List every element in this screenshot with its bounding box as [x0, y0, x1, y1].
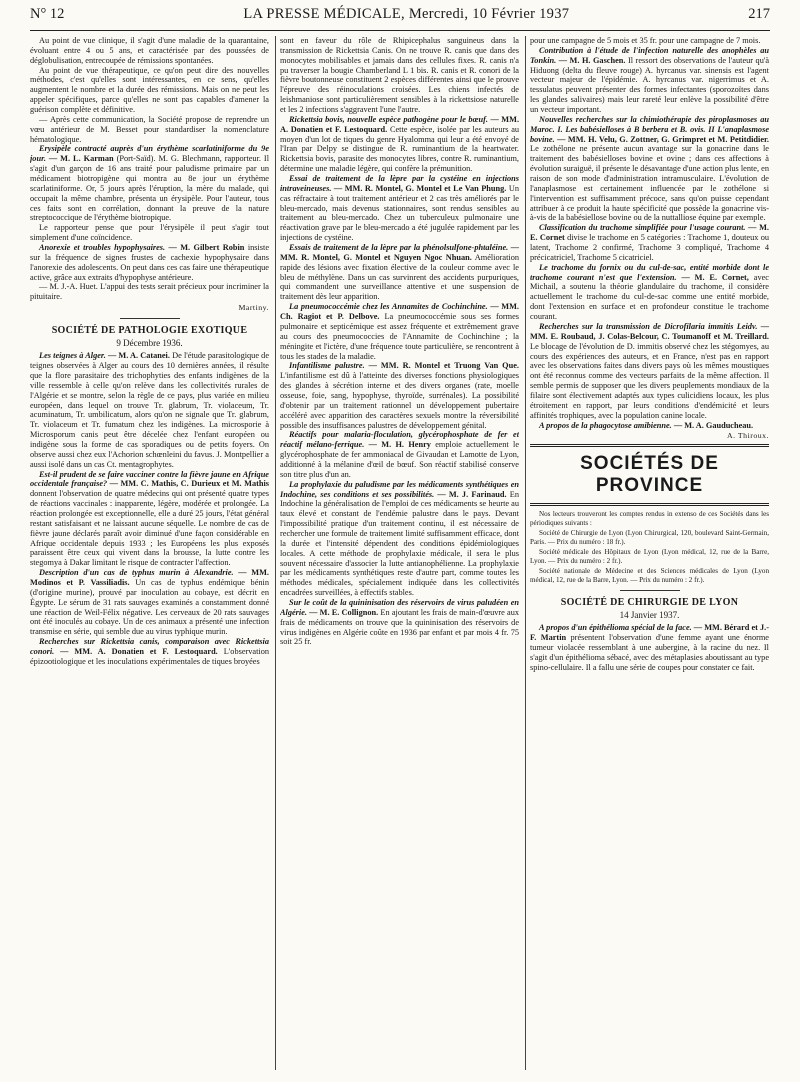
- section-rule: [530, 503, 769, 506]
- article-body: donnent l'observation de quatre médecins qui ont présenté quatre types de réactions vaccinales : inapparente, légère, modérée et prolongée. La réaction prolongée est exceptionnelle, elle a duré 25 jours, l'état général restant satisfaisant et ne laissant aucune séquelle. Le nombre de cas de fièvre jaune déclarés paraît avoir diminué d'une façon considérable en Afrique occidentale depuis 1933 ; les Européens les plus exposés paraissent être ceux qui vivent dans la brousse, la lutte contre les stegomya à Dakar limitant le risque de contracter l'affection.: [30, 489, 269, 568]
- article-body: insiste sur la fréquence de signes frustes de cachexie hypophysaire dans l'anorexie des adolescents. On peut dans ces cas faire une thérapeutique active, grâce aux extraits d'hypophyse antérieure.: [30, 243, 269, 282]
- article: [30, 470, 269, 569]
- article-title: Essai de traitement de la lèpre par la cystéine en injections intraveineuses.: [280, 174, 519, 193]
- article-title: A propos de la phagocytose amibienne.: [539, 420, 672, 430]
- article: [280, 115, 519, 174]
- article-title: Sur le coût de la quininisation des réservoirs de virus paludéen en Algérie.: [280, 597, 519, 617]
- paragraph: — Après cette communication, la Société propose de reprendre un vœu antérieur de M. Besset pour standardiser la nomenclature hématologique.: [30, 114, 269, 144]
- article-body: divise le trachome en 5 catégories : Trachome 1, douteux ou latent, Trachome 2 confirmé, Trachome 3 compliqué, Trachome 4 précicatriciel, Trachome 5 cicatriciel.: [530, 233, 769, 262]
- article: [530, 115, 769, 223]
- article-title: Erysipèle contracté auprès d'un érythème scarlatiniforme du 9e jour.: [30, 144, 269, 164]
- column-3: [530, 36, 769, 1076]
- article: [530, 223, 769, 262]
- article-author: — MM. Modinos et P. Vassiliadis.: [30, 568, 269, 587]
- notice-item: Société de Chirurgie de Lyon (Lyon Chirurgical, 120, boulevard Saint-Germain, Paris. — Prix du numéro : 18 fr.).: [530, 529, 769, 546]
- signature: Martiny.: [238, 303, 269, 313]
- section-banner: SOCIÉTÉS DE PROVINCE: [580, 453, 719, 497]
- session-date: 14 Janvier 1937.: [619, 610, 680, 621]
- article: [530, 623, 769, 672]
- article: [30, 637, 269, 667]
- issue-number: N° 12: [30, 6, 65, 22]
- article-author: — MM. Ch. Ragiot et P. Delbove.: [280, 302, 519, 322]
- article-body: L'observation épizootiologique et les inoculations expérimentales de tiques broyées: [30, 646, 269, 666]
- article-title: Rickettsia bovis, nouvelle espèce pathogène pour le bœuf.: [289, 114, 488, 124]
- article: [280, 598, 519, 647]
- article-body: avec Michail, a soutenu la théorie glandulaire du trachome, il considère actuellement le trachome du cul-de-sac comme une entité morbide, dont l'extension en surface et en profondeur constitue le trachome courant.: [530, 272, 769, 322]
- article-title: La pneumococcémie chez les Annamites de Cochinchine.: [289, 302, 488, 312]
- article-title: Contribution à l'étude de l'infection naturelle des anophèles au Tonkin.: [530, 45, 769, 65]
- article-author: — MM. A. Donatien et F. Lestoquard.: [60, 646, 218, 656]
- notice-item: Société médicale des Hôpitaux de Lyon (Lyon médical, 12, rue de la Barre, Lyon. — Prix du numéro : 2 fr.).: [530, 548, 769, 565]
- article: [280, 480, 519, 598]
- article-author: — MM. H. Velu, G. Zottner, G. Grimpret et M. Petitdidier.: [557, 134, 769, 144]
- article: [280, 361, 519, 430]
- journal-title: LA PRESSE MÉDICALE, Mercredi, 10 Février 1937: [243, 6, 570, 22]
- article-title: Nouvelles recherches sur la chimiothérapie des piroplasmoses au Maroc. I. Les babésielloses à B berbera et B. ovis. II L'anaplasmose bovine.: [530, 114, 769, 144]
- notice-item: Société nationale de Médecine et des Sciences médicales de Lyon (Lyon médical, 12, rue de la Barre, Lyon. — Prix du numéro : 2 fr.).: [530, 567, 769, 584]
- column-2: [280, 36, 519, 1076]
- article: [30, 351, 269, 469]
- article-author: — M. A. Catanei.: [107, 351, 170, 361]
- column-divider: [525, 36, 526, 1070]
- paragraph: pour une campagne de 5 mois et 35 fr. pour une campagne de 7 mois.: [530, 36, 761, 45]
- article-author: — M. J. Farinaud.: [437, 489, 507, 499]
- divider: [620, 590, 680, 591]
- article: [280, 302, 519, 361]
- article-author: — M. H. Henry: [368, 440, 431, 450]
- article-author: — M. Gilbert Robin: [168, 243, 245, 253]
- article: [530, 421, 769, 431]
- article-author: — M. E. Collignon.: [309, 607, 379, 617]
- article-title: Anorexie et troubles hypophysaires.: [39, 243, 166, 253]
- article: [280, 430, 519, 479]
- article: [30, 568, 269, 637]
- article-author: — MM. R. Montel, G. Montel et Nguyen Ngoc Nhuan.: [280, 243, 519, 262]
- section-heading: SOCIÉTÉ DE PATHOLOGIE EXOTIQUE: [51, 325, 248, 337]
- article-author: — M. A. Gauducheau.: [673, 420, 754, 430]
- column-1: [30, 36, 269, 1076]
- article-author: — M. H. Gaschen.: [558, 55, 626, 65]
- article: [280, 174, 519, 243]
- article-author: — MM. R. Montel et Truong Van Que.: [368, 361, 519, 371]
- article-title: A propos d'un épithélioma spécial de la face.: [539, 623, 692, 633]
- article: [30, 243, 269, 282]
- paragraph: Au point de vue thérapeutique, ce qu'on peut dire des nouvelles méthodes, c'est qu'elles sont intéressantes, en ce sens, qu'elles augmentent le nombre et la durée des rémissions. Mais on ne peut les appeler spécifiques, parce qu'elles ne sont pas capables d'amener la guérison complète et définitive.: [30, 65, 269, 115]
- signature: A. Thiroux.: [727, 431, 769, 441]
- article-title: Réactifs pour malaria-floculation, glycérophosphate de fer et réactif mélano-ferrique.: [280, 430, 519, 450]
- session-date: 9 Décembre 1936.: [116, 338, 183, 349]
- article-author: — M. E. Cornet,: [681, 272, 749, 282]
- article-body: Il ressort des observations de l'auteur qu'à Hiduong (delta du fleuve rouge) A. hyrcanus var. sinensis est l'agent vecteur majeur de l'épidémie. A. hyrcanus var. nigerrimus et A. tessulatus peuvent présenter des formes infectantes (sporozoïtes dans les glandes salivaires) mais leur rareté leur enlève la possibilité d'être un vecteur important.: [530, 55, 769, 115]
- page-number: 217: [748, 6, 770, 22]
- article-title: Classification du trachome simplifiée pour l'usage courant.: [539, 223, 746, 233]
- article-body: Un cas de typhus endémique bénin (d'origine murine), prouvé par inoculation au cobaye, est décrit en Égypte. Le sérum de 31 rats sauvages examinés a constamment donné une réaction de Weil-Félix négative. Les cerveaux de 20 rats sauvages ont été inoculés au cobaye. Un de ces animaux a présenté une infection transmise en série, qui semble due au virus typhique murin.: [30, 577, 269, 637]
- section-heading: SOCIÉTÉ DE CHIRURGIE DE LYON: [560, 597, 739, 609]
- section-rule: [530, 444, 769, 447]
- article-title: Est-il prudent de se faire vacciner contre la fièvre jaune en Afrique occidentale française?: [30, 469, 269, 489]
- article-body: De l'étude parasitologique de teignes observées à Alger au cours des 10 dernières années, il résulte que la flore parasitaire des trichophyties des enfants indigènes de la ville ressemble à celle qu'on relève dans les collectivités rurales de l'Algérie et se montre, selon la règle de ce pays, plus variée en milieu européen, dans lequel on trouve Tr. glabrum, Tr. violaceum, Tr. acuminatum, Tr. umbilicatum, alors qu'on ne signale que Tr. glabrum, Tr. violaceum et Tr. fumatum chez les indigènes. La microsporie à Microsporum canis peut être décelée chez l'enfant européen ou indigène sous la forme de cas sporadiques ou de petits foyers. On observe aussi chez eux l'Achorion schœnleini du favus. J. Montpellier a aussi isolé dans un cas Ct. mentagrophytes.: [30, 351, 269, 469]
- article: [530, 263, 769, 322]
- paragraph: Au point de vue clinique, il s'agit d'une maladie de la quarantaine, évoluant entre 4 ou 5 ans, et caractérisée par des poussées de déglobulisation, entrecoupée de rémissions spontanées.: [30, 36, 269, 65]
- article-title: Recherches sur la transmission de Dicrofilaria immitis Leidv.: [539, 321, 758, 331]
- article-title: Essais de traitement de la lèpre par la phénolsulfone-phtaléine.: [289, 243, 509, 253]
- article: [280, 243, 519, 302]
- article-author: — MM. Bérard et J.-F. Martin: [530, 623, 769, 643]
- article-title: Description d'un cas de typhus murin à Alexandrie.: [39, 568, 234, 578]
- paragraph: sont en faveur du rôle de Rhipicephalus sanguineus dans la transmission de Rickettsia Canis. On ne trouve R. canis que dans des monocytes mobilisables et jamais dans des cellules fixes. R. canis n'a pu traverser la bougie Chamberland L 1 bis. R. canis et R. conori de la fièvre boutonneuse constituent 2 espèces différentes ainsi que le prouve l'épreuve des réinoculations croisées. Les chiens infectés de leishmaniose sont particulièrement sensibles à la rickettsiose naturelle et les 2 infections s'aggravent l'une l'autre.: [280, 36, 519, 115]
- paragraph: — M. J.-A. Huet. L'appui des tests serait précieux pour incriminer la pituitaire.: [30, 282, 269, 302]
- article: [30, 144, 269, 223]
- article-body: Le blocage de l'évolution de D. immitis observé chez les stégomyes, au cours des expériences des auteurs, et en France, n'est pas en rapport avec les observations faites dans divers pays où les mêmes moustiques ont été reconnus comme des vecteurs parfaits de la même affection. Il semble permis de supposer que les divers peuplements mondiaux de la filaire sont électivement adaptés aux types culicidiens locaux, les plus étroitement en rapport, par leurs conditions d'endémicité et leurs affinités trophiques, avec la population canine locale.: [530, 341, 769, 420]
- article-author: — MM. C. Mathis, C. Durieux et M. Mathis: [109, 479, 269, 489]
- article-title: Les teignes à Alger.: [39, 351, 106, 361]
- article-body: Un cas réfractaire à tout traitement antérieur et 2 cas très améliorés par le bleu-mercado, mais devenus stationnaires, sont rendus sensibles au traitement au bleu-mercado. Chez un tuberculeux pulmonaire une réactivation grave par le bleu-mercado a été jugulée rapidement par les injections de cystéine.: [280, 183, 519, 243]
- column-divider: [275, 36, 276, 1070]
- paragraph: Le rapporteur pense que pour l'érysipèle il peut s'agir tout simplement d'une coïncidence.: [30, 223, 269, 243]
- article-body: L'infantilisme est dû à l'atteinte des diverses fonctions physiologiques des glandes à sécrétion interne et des divers organes (rate, moelle osseuse, foie, sang, hypophyse, thyroïde, surrénales). La possibilité d'obtenir par un traitement rationnel un développement pubertaire accéléré avec apparition des caractères sexuels montre la réversibilité possible des insuffisances palustres de développement génital.: [280, 371, 519, 430]
- article-title: La prophylaxie du paludisme par les médicaments synthétiques en Indochine, ses conditions et ses possibilités.: [280, 479, 519, 499]
- article-author: — M. E. Cornet: [530, 223, 769, 243]
- article-author: — MM. R. Montel, G. Montel et Le Van Phung.: [333, 183, 507, 193]
- divider: [120, 318, 180, 319]
- article-author: — M. L. Karman: [48, 154, 114, 164]
- article-body: Cette espèce, isolée par les auteurs au moyen d'un lot de tiques du genre Hyalomma qui leur a été envoyé de l'Iran par Delpy se distingue de R. ruminantium de la heartwater. Rickettsia bovis, parasite des monocytes libres, contre R. ruminantium, détermine une maladie légère, qui confère la prémunition.: [280, 124, 519, 174]
- article-title: Infantilisme palustre.: [289, 361, 365, 371]
- page-header: [30, 6, 770, 32]
- article-body: Le zothélone ne présente aucun avantage sur la gonacrine dans le traitement des babésielloses bovine et ovine ; dans ces affections à évolution suraiguë, il présente le désavantage d'une action plus lente, en raison de son mode d'administration intramusculaire. L'évolution de l'anaplasmose est certainement influencée par le zothélone si l'intervention est suffisamment précoce, sans qu'on puisse cependant attribuer à ce produit la haute spécificité que possède la gonacrine vis-à-vis de la babésiellose bovine ou de la nuttalliose équine par exemple.: [530, 144, 769, 223]
- article-body: En ajoutant les frais de main-d'œuvre aux frais de médicaments on trouve que la quininisation des réservoirs de virus indigènes en Algérie coûte en 1936 par enfant et par mois 4 fr. 75 soit 25 fr.: [280, 607, 519, 647]
- notice-intro: Nos lecteurs trouveront les comptes rendus in extenso de ces Sociétés dans les périodiques suivants :: [530, 510, 769, 527]
- article-title: Le trachome du fornix ou du cul-de-sac, entité morbide dont le trachome courant n'est que l'extension.: [530, 262, 769, 282]
- header-rule: [30, 30, 770, 31]
- article-body: présentent l'observation d'une femme ayant une énorme tumeur violacée ressemblant à une aubergine, à la racine du nez. Il s'agit d'un épithélioma sébacé, avec des métaplasies aboutissant au type spino-cellulaire. Il a fallu une série de coupes pour constater ce fait.: [530, 633, 769, 672]
- article-author: — MM. A. Donatien et F. Lestoquard.: [280, 114, 519, 134]
- article-title: Recherches sur Rickettsia canis, comparaison avec Rickettsia conori.: [30, 637, 269, 656]
- article-author: — MM. E. Roubaud, J. Colas-Belcour, C. Toumanoff et M. Treillard.: [530, 321, 769, 341]
- article-body: emploie actuellement le glycérophosphate de fer ammoniacal de Givaudan et Lamotte de Lyon, additionné à la mélanine d'œil de bœuf. Son réactif stabilisé conserve son titre plus d'un an.: [280, 440, 519, 479]
- article-body: La pneumococcémie sous ses formes pulmonaire et septicémique est assez fréquente et extrêmement grave au cours des pneumococcies de l'Annamite de Cochinchine ; la méningite et l'ictère, d'une fréquence toute particulière, se rencontrent à tous les stades de la maladie.: [280, 312, 519, 361]
- article: [530, 46, 769, 115]
- article-body: (Port-Saïd). M. G. Blechmann, rapporteur. Il s'agit d'un garçon de 16 ans traité pour paludisme primaire par un médicament biotropigène qui montra au 8e jour un érythème scarlatiniforme. Or, 5 jours après l'éruption, la mère du malade, qui occupait la même chambre, présenta un érysipèle. Pour l'auteur, tous ces faits sont en corrélation, donnant la preuve de la nature streptococcique de l'érythème biotropique.: [30, 154, 269, 223]
- article: [530, 322, 769, 421]
- article-body: Amélioration rapide des lésions avec fixation élective de la couleur comme avec le bleu de méthylène. Dans un cas survinrent des accidents purpuriques, qui commandent une surveillance attentive et une suspension de traitement dès leur apparition.: [280, 252, 519, 302]
- article-body: En Indochine la généralisation de l'emploi de ces médicaments se heurte au taux élevé et constant de l'endémie palustre dans le pays. Devant l'impossibilité pratique d'un traitement continu, il est nécessaire de rechercher une formule de traitement limité suffisamment efficace, dont la durée et l'intensité dépendent des conditions épidémiologiques locales. A cette méthode de prophylaxie médicale, il sera le plus souvent nécessaire d'associer la lutte antianophélienne. La prophylaxie par les médicaments synthétiques reste d'autre part, comme toutes les méthodes médicales, spécialement indiquée dans les collectivités encadrées surveillées, à effectifs stables.: [280, 489, 519, 598]
